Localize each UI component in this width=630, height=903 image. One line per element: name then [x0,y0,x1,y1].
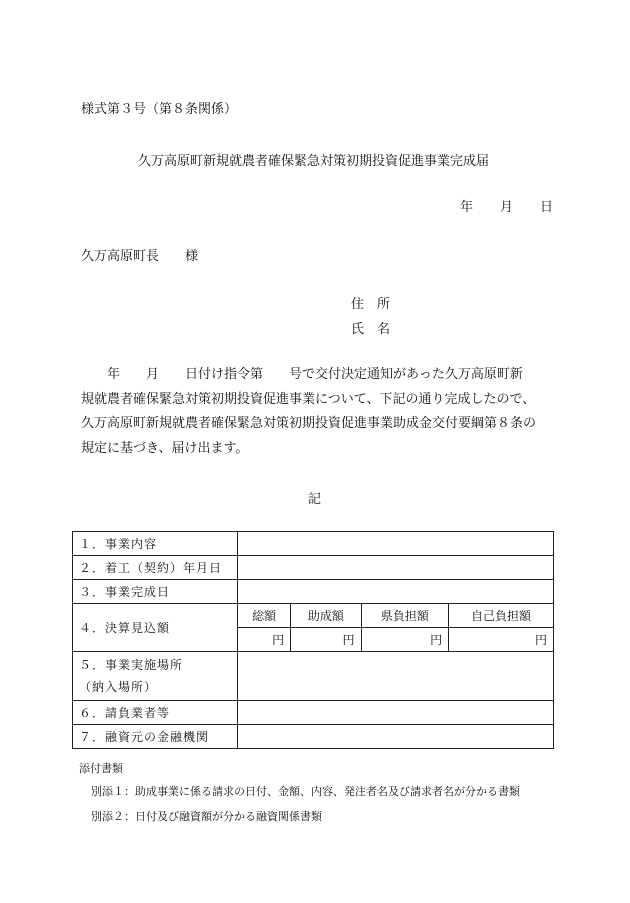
self-amount-field[interactable]: 円 [449,628,554,652]
delivery-location-label: （納入場所） [79,680,158,694]
prefecture-amount-field[interactable]: 円 [361,628,449,652]
start-date-field[interactable] [238,556,554,580]
table-label: ２．着工（契約）年月日 [73,556,238,580]
lender-field[interactable] [238,725,554,749]
body-line: 規定に基づき、届け出ます。 [81,440,249,456]
table-label: ７．融資元の金融機関 [73,725,238,749]
table-row [73,652,554,701]
addressee: 久万高原町長 様 [81,249,199,264]
total-amount-field[interactable]: 円 [238,628,291,652]
date-month-label: 月 [500,200,514,215]
location-field[interactable] [238,652,554,701]
name-label: 氏 名 [351,322,391,337]
date-day-label: 日 [540,200,554,215]
ki-heading: 記 [308,492,322,507]
report-table [72,531,554,749]
document-title: 久万高原町新規就農者確保緊急対策初期投資促進事業完成届 [138,154,490,169]
table-row [73,556,554,580]
subsidy-amount-field[interactable]: 円 [291,628,361,652]
contractor-field[interactable] [238,701,554,725]
body-paragraph [81,363,551,461]
date-year-label: 年 [460,200,474,215]
table-label: ４．決算見込額 [73,604,238,652]
cost-header-prefecture: 県負担額 [361,604,449,628]
body-line: 規就農者確保緊急対策初期投資促進事業について、下記の通り完成したので、 [81,391,536,407]
completion-date-field[interactable] [238,580,554,604]
table-label: ３．事業完成日 [73,580,238,604]
table-label: ６．請負業者等 [73,701,238,725]
table-label: １．事業内容 [73,532,238,556]
cost-header-subsidy: 助成額 [291,604,361,628]
table-row [73,701,554,725]
attachment-item: 別添２：日付及び融資額が分かる融資関係書類 [91,810,322,823]
body-line: 年 月 日付け指令第 号で交付決定通知があった久万高原町新 [81,367,523,382]
cost-header-self: 自己負担額 [449,604,554,628]
table-label [73,652,238,701]
body-line: 久万高原町新規就農者確保緊急対策初期投資促進事業助成金交付要綱第８条の [81,416,537,432]
table-row [73,580,554,604]
table-row [73,604,554,628]
table-row [73,532,554,556]
table-row [73,725,554,749]
attachment-item: 別添１：助成事業に係る請求の日付、金額、内容、発注者名及び請求者名が分かる書類 [91,785,520,798]
address-label: 住 所 [351,297,391,312]
attachments-heading: 添付書類 [79,762,123,775]
cost-header-total: 総額 [238,604,291,628]
location-label: ５．事業実施場所 [79,658,184,672]
business-content-field[interactable] [238,532,554,556]
form-number: 様式第３号（第８条関係） [81,102,238,117]
